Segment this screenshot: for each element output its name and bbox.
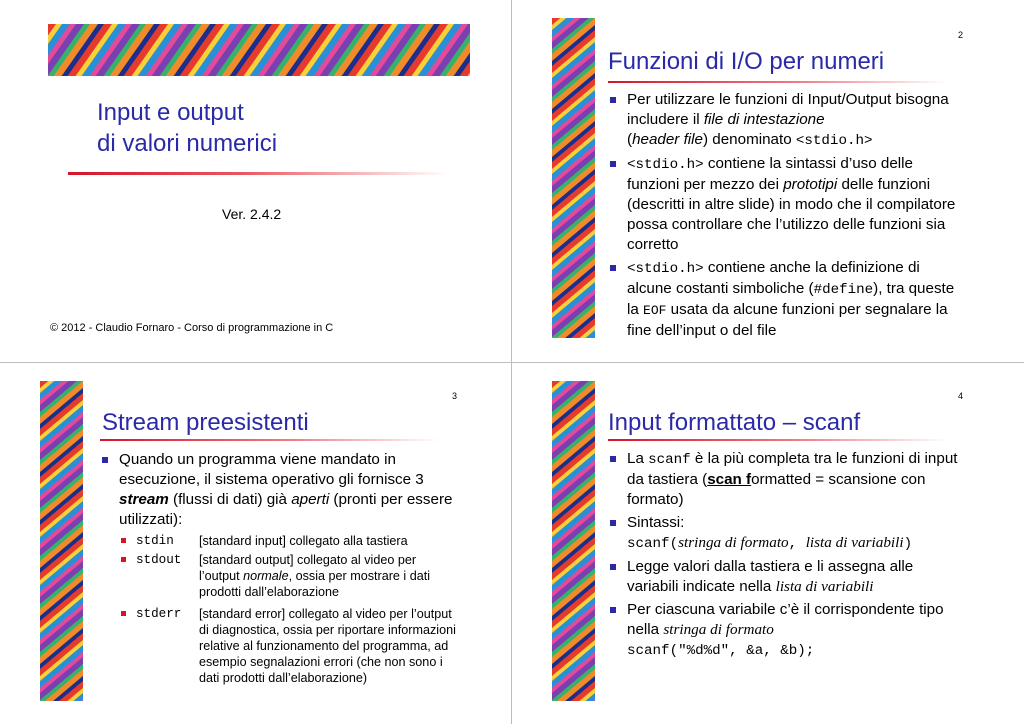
title-underline xyxy=(100,439,440,441)
bullet-item: Legge valori dalla tastiera e li assegna alle variabili indicate nella lista di variabili xyxy=(608,557,968,597)
title-underline xyxy=(608,81,948,83)
slide-body xyxy=(608,90,968,341)
presentation-title xyxy=(97,97,277,159)
title-underline xyxy=(608,439,948,441)
bullet-item: <stdio.h> contiene la sintassi d’uso delle funzioni per mezzo dei prototipi delle funzioni (descritti in altre slide) in modo che il compilatore possa controllare che l’utilizzo delle funzioni sia corretto xyxy=(608,154,968,255)
decorative-sidebar-image xyxy=(552,18,595,338)
slide-title: Input formattato – scanf xyxy=(608,409,861,436)
bullet-item: Per utilizzare le funzioni di Input/Output bisogna includere il file di intestazione (header file) denominato <stdio.h> xyxy=(608,90,968,151)
presentation-title-line-1: Input e output xyxy=(97,99,244,126)
page-number: 4 xyxy=(958,391,964,401)
version-label: Ver. 2.4.2 xyxy=(222,206,282,222)
slide-body xyxy=(608,449,968,661)
bullet-item: Quando un programma viene mandato in esecuzione, il sistema operativo gli fornisce 3 stream (flussi di dati) già aperti (pronti per essere utilizzati): xyxy=(100,450,460,530)
bullet-item: <stdio.h> contiene anche la definizione di alcune costanti simboliche (#define), tra queste la EOF usata da alcune funzioni per segnalare la fine dell’input o del file xyxy=(608,258,968,341)
slide-2 xyxy=(512,0,1023,362)
slide-body xyxy=(100,450,460,686)
decorative-banner-image xyxy=(48,24,470,76)
sub-bullet-stdout: stdout [standard output] collegato al video per l’output normale, ossia per mostrare i dati prodotti dall’elaborazione xyxy=(120,552,460,600)
slide-title: Funzioni di I/O per numeri xyxy=(608,48,885,75)
bullet-item: Sintassi: scanf(stringa di formato, lista di variabili) xyxy=(608,513,968,554)
page-number: 2 xyxy=(958,30,964,40)
slide-3 xyxy=(0,363,511,725)
bullet-item: La scanf è la più completa tra le funzioni di input da tastiera (scan formatted = scansione con formato) xyxy=(608,449,968,510)
page-number: 3 xyxy=(452,391,458,401)
title-underline xyxy=(68,172,448,175)
decorative-sidebar-image xyxy=(552,381,595,701)
bullet-item: Per ciascuna variabile c’è il corrispondente tipo nella stringa di formato scanf("%d%d", &a, &b); xyxy=(608,600,968,661)
slide-title: Stream preesistenti xyxy=(102,409,309,436)
sub-bullet-stderr: stderr [standard error] collegato al video per l’output di diagnostica, ossia per riportare informazioni relative al funzionamento del programma, ad esempio segnalazioni errori (che non sono i dati prodotti dall’elaborazione) xyxy=(120,606,460,686)
slide-4 xyxy=(512,363,1023,725)
copyright-footer: © 2012 - Claudio Fornaro - Corso di programmazione in C xyxy=(50,322,334,334)
decorative-sidebar-image xyxy=(40,381,83,701)
slide-1 xyxy=(0,0,511,362)
presentation-title-line-2: di valori numerici xyxy=(97,130,278,157)
sub-bullet-stdin: stdin [standard input] collegato alla tastiera xyxy=(120,533,460,549)
